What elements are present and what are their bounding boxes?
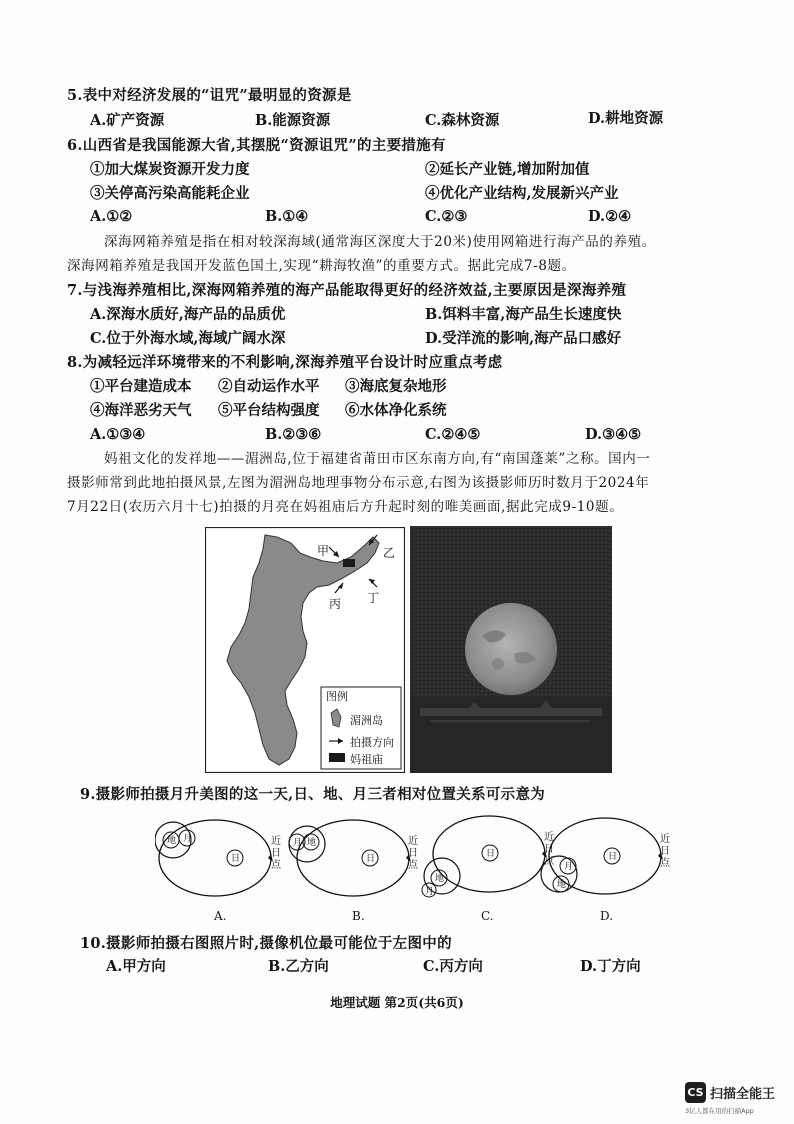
moon	[465, 603, 557, 695]
q8-item-5: ⑤平台结构强度	[218, 402, 320, 419]
q6-item-3: ③关停高污染高能耗企业	[90, 185, 250, 202]
q10-option-c[interactable]: C.丙方向	[423, 958, 483, 975]
a-earth: 地	[167, 836, 177, 846]
q6-option-c[interactable]: C.②③	[425, 208, 468, 225]
q5-option-a[interactable]: A.矿产资源	[90, 112, 165, 129]
moonrise-photo	[410, 526, 612, 777]
a-perihelion: 近 日 点	[271, 836, 281, 871]
island-map	[205, 527, 405, 777]
q7-option-c[interactable]: C.位于外海水域,海域广阔水深	[90, 330, 286, 347]
legend-title: 图例	[326, 690, 348, 703]
scanner-tagline: 3亿人都在用的扫描App	[685, 1107, 754, 1115]
q8-option-a[interactable]: A.①③④	[90, 426, 146, 443]
legend-temple: 妈祖庙	[350, 753, 383, 766]
scanner-name: 扫描全能王	[710, 1087, 776, 1102]
q5-option-b[interactable]: B.能源资源	[255, 112, 331, 129]
direction-label-bing: 丙	[329, 597, 342, 611]
diagram-b	[289, 820, 411, 896]
q9-option-a[interactable]: A.	[214, 909, 227, 923]
legend-island: 湄洲岛	[350, 714, 383, 727]
q8-stem: 8.为减轻远洋环境带来的不利影响,深海养殖平台设计时应重点考虑	[67, 354, 503, 371]
c-earth: 地	[435, 874, 445, 884]
q9-option-d[interactable]: D.	[600, 909, 614, 923]
d-sun: 日	[608, 852, 618, 862]
direction-label-yi: 乙	[383, 546, 396, 560]
diagram-a	[155, 820, 273, 896]
passage2-line-3: 7月22日(农历六月十七)拍摄的月亮在妈祖庙后方升起时刻的唯美画面,据此完成9-10题。	[67, 499, 624, 515]
q9-stem: 9.摄影师拍摄月升美图的这一天,日、地、月三者相对位置关系可示意为	[80, 786, 546, 803]
b-earth: 地	[307, 838, 317, 848]
q9-option-c[interactable]: C.	[481, 909, 494, 923]
b-perihelion: 近 日 点	[408, 836, 418, 871]
q5-stem: 5.表中对经济发展的“诅咒”最明显的资源是	[67, 87, 352, 104]
q7-option-b[interactable]: B.饵料丰富,海产品生长速度快	[425, 306, 622, 323]
c-sun: 日	[486, 849, 496, 859]
q6-option-d[interactable]: D.②④	[588, 208, 632, 225]
q8-item-1: ①平台建造成本	[90, 378, 192, 395]
q10-option-d[interactable]: D.丁方向	[580, 958, 641, 975]
page-footer: 地理试题 第2页(共6页)	[330, 995, 464, 1010]
d-moon: 月	[564, 862, 574, 872]
cs-logo-icon: CS	[685, 1082, 706, 1103]
q8-item-4: ④海洋恶劣天气	[90, 402, 192, 419]
q7-option-a[interactable]: A.深海水质好,海产品的品质优	[90, 306, 286, 323]
q8-option-d[interactable]: D.③④⑤	[585, 426, 642, 443]
passage2-line-1: 妈祖文化的发祥地——湄洲岛,位于福建省莆田市区东南方向,有“南国蓬莱”之称。国内一	[104, 451, 651, 467]
direction-label-ding: 丁	[367, 591, 380, 605]
c-perihelion: 近 日 点	[544, 832, 554, 867]
q6-option-b[interactable]: B.①④	[265, 208, 309, 225]
b-moon: 月	[293, 838, 303, 848]
q8-option-c[interactable]: C.②④⑤	[425, 426, 481, 443]
q9-diagrams	[155, 806, 675, 930]
q8-item-6: ⑥水体净化系统	[345, 402, 447, 419]
q6-item-4: ④优化产业结构,发展新兴产业	[425, 185, 619, 202]
q9-option-b[interactable]: B.	[352, 909, 365, 923]
q10-option-b[interactable]: B.乙方向	[268, 958, 329, 975]
q7-option-d[interactable]: D.受洋流的影响,海产品口感好	[425, 330, 622, 347]
direction-label-jia: 甲	[317, 544, 330, 558]
passage2-line-2: 摄影师常到此地拍摄风景,左图为湄洲岛地理事物分布示意,右图为该摄影师历时数月于2024年	[67, 475, 650, 491]
q6-stem: 6.山西省是我国能源大省,其摆脱“资源诅咒”的主要措施有	[67, 137, 446, 154]
q10-option-a[interactable]: A.甲方向	[106, 958, 166, 975]
q8-option-b[interactable]: B.②③⑥	[265, 426, 322, 443]
mazu-temple-marker	[343, 559, 355, 567]
q8-item-3: ③海底复杂地形	[345, 378, 447, 395]
q5-option-d[interactable]: D.耕地资源	[588, 110, 664, 127]
passage1-line-1: 深海网箱养殖是指在相对较深海域(通常海区深度大于20米)使用网箱进行海产品的养殖。	[104, 234, 656, 250]
q6-item-1: ①加大煤炭资源开发力度	[90, 161, 250, 178]
q8-item-2: ②自动运作水平	[218, 378, 320, 395]
a-sun: 日	[231, 854, 241, 864]
d-earth: 地	[557, 880, 567, 890]
q7-stem: 7.与浅海养殖相比,深海网箱养殖的海产品能取得更好的经济效益,主要原因是深海养殖	[67, 282, 627, 299]
legend-direction: 拍摄方向	[350, 736, 394, 749]
a-moon: 月	[183, 834, 193, 844]
q10-stem: 10.摄影师拍摄右图照片时,摄像机位最可能位于左图中的	[80, 935, 452, 952]
q6-item-2: ②延长产业链,增加附加值	[425, 161, 590, 178]
c-moon: 月	[425, 887, 435, 897]
q5-option-c[interactable]: C.森林资源	[425, 112, 500, 129]
b-sun: 日	[366, 854, 376, 864]
diagram-c	[422, 816, 547, 897]
passage1-line-2: 深海网箱养殖是我国开发蓝色国土,实现“耕海牧渔”的重要方式。据此完成7-8题。	[67, 258, 576, 274]
q6-option-a[interactable]: A.①②	[90, 208, 133, 225]
d-perihelion: 近 日 点	[660, 834, 670, 869]
